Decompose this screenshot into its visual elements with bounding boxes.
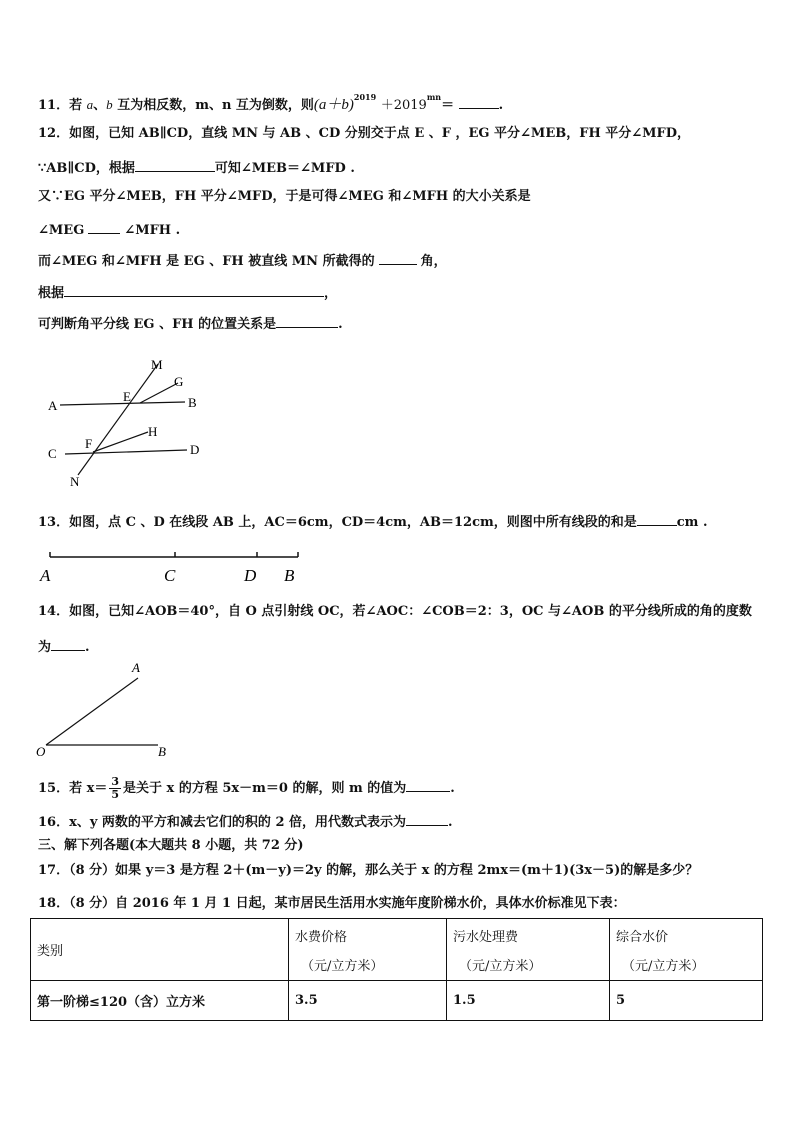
table-cell: 3.5	[289, 981, 447, 1021]
fig12-label-E: E	[123, 389, 131, 404]
answer-blank[interactable]	[51, 636, 85, 651]
question-11: 11．若 a、b 互为相反数，m、n 互为倒数，则$(a+b)^{2019} +2019^{mn}=$ .	[38, 92, 504, 113]
fig13-label-D: D	[244, 566, 257, 585]
question-12-line-2: ∵AB∥CD，根据 可知∠MEB＝∠MFD .	[38, 157, 355, 178]
answer-blank[interactable]	[88, 219, 120, 234]
answer-blank[interactable]	[459, 94, 499, 109]
answer-blank[interactable]	[64, 282, 324, 297]
question-12-line-1: 12．如图，已知 AB∥CD，直线 MN 与 AB 、CD 分别交于点 E 、F ，EG 平分∠MEB，FH 平分∠MFD，	[38, 126, 691, 141]
question-12-line-7: 可判断角平分线 EG 、FH 的位置关系是 .	[38, 313, 343, 334]
question-12-line-3: 又∵EG 平分∠MEB，FH 平分∠MFD，于是可得∠MEG 和∠MFH 的大小关系是	[38, 189, 531, 204]
fig13-label-B: B	[284, 566, 295, 585]
table-header-cell: 类别	[31, 919, 289, 981]
table-header-cell: 水费价格 （元/立方米）	[289, 919, 447, 981]
fig12-label-N: N	[70, 474, 80, 489]
fig12-label-B: B	[188, 395, 197, 410]
table-cell: 1.5	[447, 981, 610, 1021]
fig14-label-A: A	[132, 660, 140, 675]
question-17: 17．（8 分）如果 y＝3 是方程 2＋(m－y)＝2y 的解，那么关于 x 的方程 2mx＝(m＋1)(3x－5)的解是多少？	[38, 863, 699, 878]
question-16: 16．x、y 两数的平方和减去它们的积的 2 倍，用代数式表示为 .	[38, 811, 453, 832]
answer-blank[interactable]	[406, 777, 450, 792]
fraction: $\frac{3}{5}$	[111, 775, 120, 801]
fig12-label-G: G	[174, 374, 184, 389]
answer-blank[interactable]	[135, 157, 215, 172]
answer-blank[interactable]	[379, 250, 417, 265]
table-row	[31, 981, 763, 1021]
figure-12-parallel-lines	[30, 350, 220, 490]
question-13: 13．如图，点 C 、D 在线段 AB 上，AC＝6cm，CD＝4cm，AB＝12cm，则图中所有线段的和是 cm .	[38, 511, 707, 532]
answer-blank[interactable]	[276, 313, 338, 328]
question-12-line-5: 而∠MEG 和∠MFH 是 EG 、FH 被直线 MN 所截得的 角，	[38, 250, 447, 271]
fig12-label-H: H	[148, 424, 158, 439]
question-18: 18．（8 分）自 2016 年 1 月 1 日起，某市居民生活用水实施年度阶梯水价，具体水价标准见下表：	[38, 896, 626, 911]
table-cell: 第一阶梯≤120（含）立方米	[31, 981, 289, 1021]
question-12-line-4: ∠MEG ∠MFH .	[38, 219, 180, 240]
question-14-line-1: 14．如图，已知∠AOB＝40°，自 O 点引射线 OC，若∠AOC：∠COB＝2：3，OC 与∠AOB 的平分线所成的角的度数	[38, 604, 752, 619]
water-price-table	[30, 918, 763, 1021]
fig12-label-D: D	[190, 442, 200, 457]
fig12-label-A: A	[48, 398, 58, 413]
answer-blank[interactable]	[406, 811, 448, 826]
section-heading: 三、解下列各题(本大题共 8 小题，共 72 分)	[38, 838, 304, 853]
q11-number: 11．	[38, 98, 70, 113]
table-header-cell: 污水处理费 （元/立方米）	[447, 919, 610, 981]
fig12-label-M: M	[151, 357, 163, 372]
table-header-cell: 综合水价 （元/立方米）	[610, 919, 763, 981]
fig12-label-C: C	[48, 446, 57, 461]
question-12-line-6: 根据 ，	[38, 282, 337, 303]
table-header-row	[31, 919, 763, 981]
figure-14-angle	[30, 658, 190, 763]
figure-13-segment	[30, 545, 320, 587]
fig14-label-O: O	[36, 744, 46, 759]
fig12-label-F: F	[85, 436, 93, 451]
answer-blank[interactable]	[637, 511, 677, 526]
fig14-label-B: B	[158, 744, 166, 759]
fig13-label-C: C	[164, 566, 176, 585]
table-cell: 5	[610, 981, 763, 1021]
question-15: 15．若 x＝ $\frac{3}{5}$ 是关于 x 的方程 5x－m＝0 的解，则 m 的值为 .	[38, 775, 455, 801]
fig13-label-A: A	[40, 566, 51, 585]
question-14-line-2: 为 .	[38, 636, 90, 657]
